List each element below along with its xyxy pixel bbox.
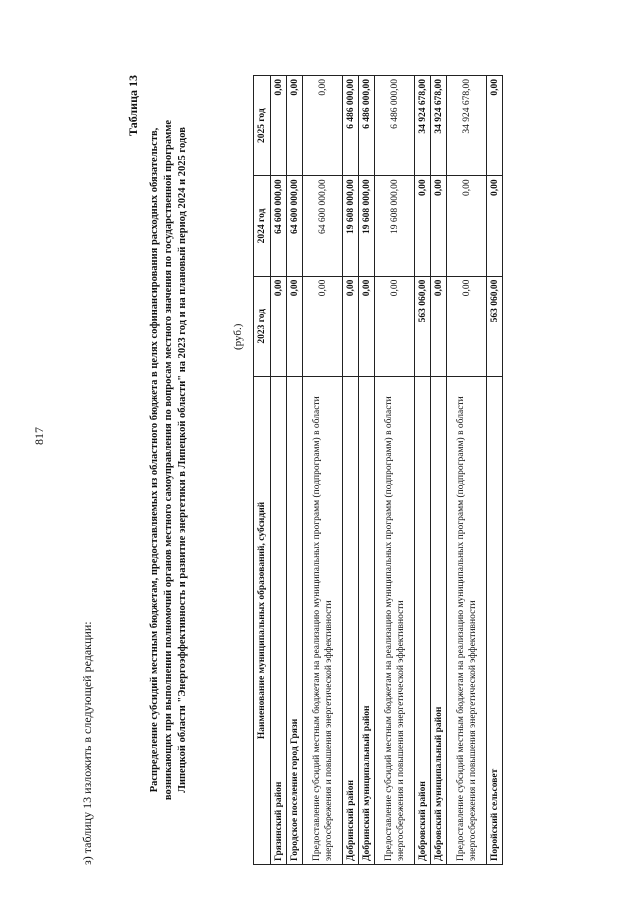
table-row [287,76,303,865]
row-2024: 0,00 [487,176,503,276]
table-row [447,76,487,865]
row-2025: 0,00 [271,76,287,176]
table-row [359,76,375,865]
row-name: Предоставление субсидий местным бюджетам на реализацию муниципальных программ (подпрограмм) в области энергосбережения и повышения энергетической эффективности [447,376,487,864]
row-2025: 0,00 [287,76,303,176]
intro-text: з) таблицу 13 изложить в следующей редакции: [80,621,94,865]
row-name: Добринский муниципальный район [359,376,375,864]
header-2024: 2024 год [254,176,271,276]
row-2024: 19 608 000,00 [375,176,415,276]
row-2023: 0,00 [271,276,287,376]
row-2024: 64 600 000,00 [271,176,287,276]
row-2025: 34 924 678,00 [431,76,447,176]
row-name: Добровский район [415,376,431,864]
row-2025: 0,00 [487,76,503,176]
row-2023: 0,00 [375,276,415,376]
row-2023: 0,00 [447,276,487,376]
table-row [303,76,343,865]
row-2023: 0,00 [431,276,447,376]
row-2024: 0,00 [415,176,431,276]
row-2023: 0,00 [287,276,303,376]
row-2024: 19 608 000,00 [343,176,359,276]
row-name: Предоставление субсидий местным бюджетам на реализацию муниципальных программ (подпрограмм) в области энергосбережения и повышения энергетической эффективности [303,376,343,864]
row-name: Добринский район [343,376,359,864]
row-2025: 6 486 000,00 [375,76,415,176]
row-2023: 563 060,00 [415,276,431,376]
table-row [343,76,359,865]
row-2025: 6 486 000,00 [359,76,375,176]
row-2025: 34 924 678,00 [447,76,487,176]
row-2025: 0,00 [303,76,343,176]
table-row [415,76,431,865]
row-2025: 34 924 678,00 [415,76,431,176]
row-name: Поройский сельсовет [487,376,503,864]
table-row [375,76,415,865]
header-2023: 2023 год [254,276,271,376]
table-row [431,76,447,865]
row-2024: 19 608 000,00 [359,176,375,276]
row-name: Добровский муниципальный район [431,376,447,864]
row-2024: 64 600 000,00 [287,176,303,276]
row-name: Грязинский район [271,376,287,864]
header-name: Наименование муниципальных образований, субсидий [254,376,271,864]
row-2023: 563 060,00 [487,276,503,376]
page-number: 817 [32,427,46,445]
row-name: Городское поселение город Грязи [287,376,303,864]
document-content [80,75,590,865]
row-2024: 0,00 [431,176,447,276]
unit-label: (руб.) [232,323,244,350]
table-row [271,76,287,865]
subsidy-table [253,75,503,865]
table-label: Таблица 13 [126,75,140,136]
row-2024: 0,00 [447,176,487,276]
row-2023: 0,00 [359,276,375,376]
header-2025: 2025 год [254,76,271,176]
row-2024: 64 600 000,00 [303,176,343,276]
table-row [487,76,503,865]
row-2025: 6 486 000,00 [343,76,359,176]
row-2023: 0,00 [343,276,359,376]
row-2023: 0,00 [303,276,343,376]
table-heading: Распределение субсидий местным бюджетам, предоставляемых из областного бюджета в целях софинансирования расходных обязательств, возникающих при выполнении полномочий органов местного самоуправления по вопросам местного значения по государственной программе Липецкой области "Энергоэффективность и развитие энергетики в Липецкой области" на 2023 год и на плановый период 2024 и 2025 годов [149,119,188,801]
table-header-row [254,76,271,865]
row-name: Предоставление субсидий местным бюджетам на реализацию муниципальных программ (подпрограмм) в области энергосбережения и повышения энергетической эффективности [375,376,415,864]
